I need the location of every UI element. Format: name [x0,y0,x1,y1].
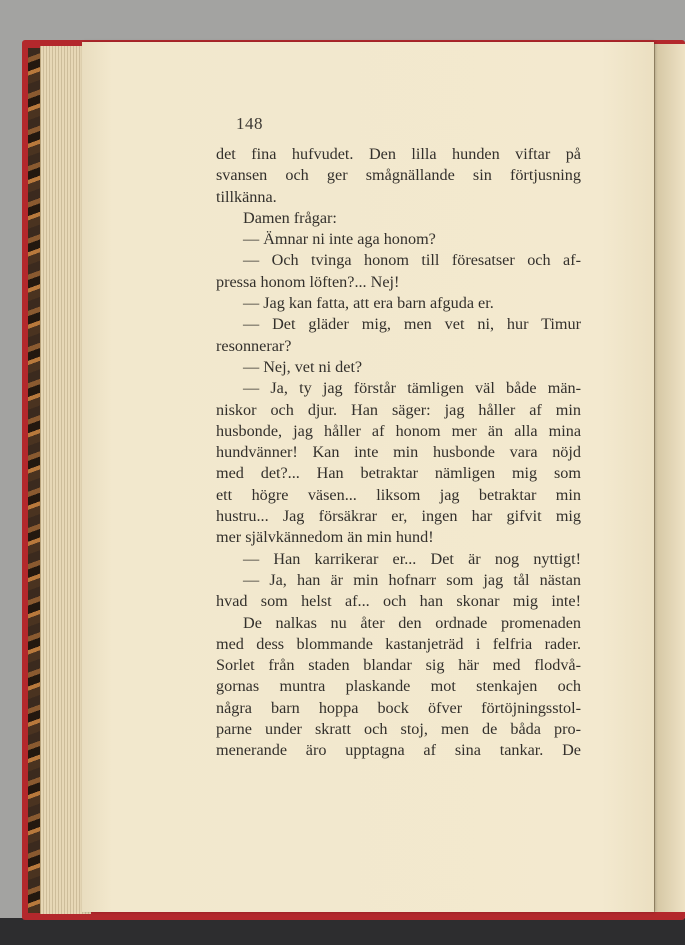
text-line: — Nej, vet ni det? [243,357,363,376]
page-number: 148 [236,114,263,133]
text-line: De nalkas nu åter den ordnade promenaden [243,613,581,632]
text-line: några barn hoppa bock öfver förtöjningsstol- [216,698,581,717]
text-line: hundvänner! Kan inte min husbonde vara nöjd [216,443,581,462]
text-line: med det?... Han betraktar nämligen mig som [216,464,581,483]
text-line: — Och tvinga honom till föresatser och af- [243,251,581,270]
facing-page-edge [654,44,685,912]
text-line: menerande äro upptagna af sina tankar. De [216,741,581,760]
text-line: tillkänna. [216,187,277,206]
text-line: det fina hufvudet. Den lilla hunden viftar på [216,145,581,163]
text-line: — Han karrikerar er... Det är nog nyttigt! [243,549,581,568]
text-line: resonnerar? [216,336,292,355]
text-line: pressa honom löften?... Nej! [216,272,400,291]
text-line: — Ja, ty jag förstår tämligen väl både män- [243,379,581,398]
text-line: — Det gläder mig, men vet ni, hur Timur [243,315,581,334]
text-line: Damen frågar: [243,208,337,227]
text-line: parne under skratt och stoj, men de båda pro- [216,720,581,739]
text-line: ett högre väsen... liksom jag betraktar min [216,485,581,504]
text-line: hustru... Jag försäkrar er, ingen har gifvit mig [216,507,581,526]
scanner-bed [0,918,685,945]
text-line: — Jag kan fatta, att era barn afguda er. [243,294,494,313]
text-line: med dess blommande kastanjeträd i felfria rader. [216,634,581,653]
text-line: gornas muntra plaskande mot stenkajen och [216,677,581,696]
text-line: husbonde, jag håller af honom mer än alla mina [216,421,581,440]
text-line: hvad som helst af... och han skonar mig inte! [216,592,581,611]
text-line: — Ja, han är min hofnarr som jag tål nästan [243,570,581,589]
text-line: niskor och djur. Han säger: jag håller af min [216,400,581,419]
text-line: mer självkännedom än min hund! [216,528,434,547]
text-line: — Ämnar ni inte aga honom? [243,230,436,249]
text-line: Sorlet från staden blandar sig här med flodvå- [216,656,581,675]
text-line: svansen och ger smågnällande sin förtjusning [216,166,581,185]
body-text [216,144,581,762]
